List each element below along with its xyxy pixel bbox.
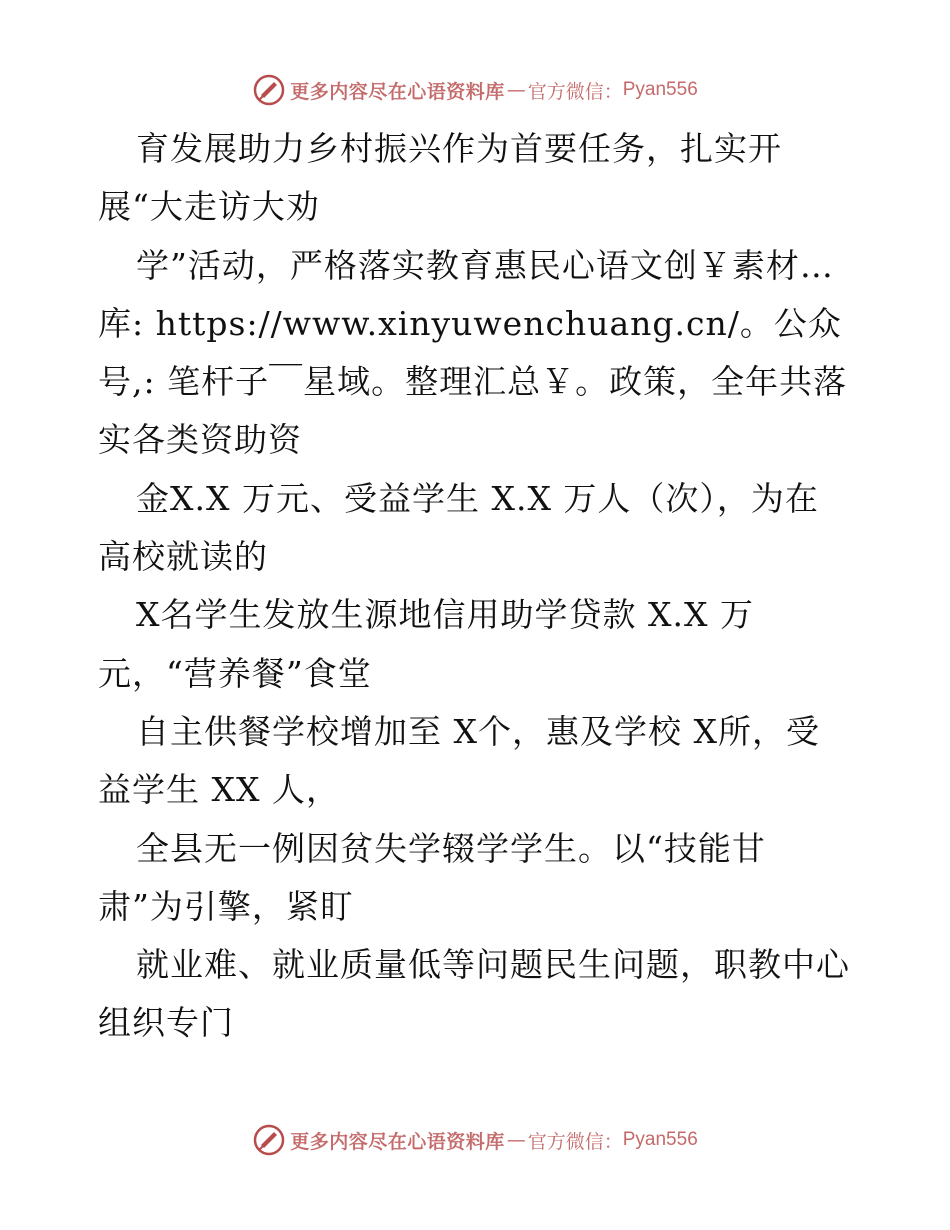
body-line: 肃”为引擎，紧盯 bbox=[98, 886, 354, 926]
body-line: 元，“营养餐”食堂 bbox=[98, 653, 372, 693]
brand-logo-icon bbox=[252, 1123, 286, 1157]
body-line: 库: https://www.xinyuwenchuang.cn/。公众 bbox=[98, 303, 842, 343]
brand-logo-icon bbox=[252, 73, 286, 107]
footer-banner bbox=[0, 1120, 950, 1160]
footer-separator: — bbox=[506, 1129, 526, 1151]
body-line: 高校就读的 bbox=[98, 537, 268, 577]
body-line: 金X.X 万元、受益学生 X.X 万人（次），为在 bbox=[136, 478, 819, 518]
footer-wechat-label: 官方微信： bbox=[527, 1130, 623, 1153]
header-banner bbox=[0, 70, 950, 110]
body-line: 实各类资助资 bbox=[98, 420, 302, 460]
body-line: 全县无一例因贫失学辍学学生。以“技能甘 bbox=[136, 828, 766, 868]
body-line: X名学生发放生源地信用助学贷款 X.X 万 bbox=[136, 595, 754, 635]
body-line: 就业难、就业质量低等问题民生问题，职教中心 bbox=[136, 945, 850, 985]
header-separator: — bbox=[506, 79, 526, 101]
body-line: 学”活动，严格落实教育惠民心语文创￥素材… bbox=[136, 245, 834, 285]
body-line: 益学生 XX 人， bbox=[98, 770, 340, 810]
header-wechat-label: 官方微信： bbox=[527, 80, 623, 103]
header-brand-text: 更多内容尽在心语资料库 bbox=[290, 80, 505, 103]
header-wechat-id: Pyan556 bbox=[622, 79, 698, 100]
body-line: 育发展助力乡村振兴作为首要任务，扎实开 bbox=[136, 129, 782, 168]
body-line: 展“大走访大劝 bbox=[98, 187, 320, 227]
footer-wechat-id: Pyan556 bbox=[622, 1129, 698, 1150]
document-body bbox=[98, 120, 858, 1053]
footer-brand-text: 更多内容尽在心语资料库 bbox=[290, 1130, 505, 1153]
body-line: 组织专门 bbox=[98, 1003, 234, 1043]
body-line: 自主供餐学校增加至 X个，惠及学校 X所，受 bbox=[136, 711, 820, 751]
body-line: 号,: 笔杆子￣星域。整理汇总￥。政策，全年共落 bbox=[98, 362, 848, 402]
